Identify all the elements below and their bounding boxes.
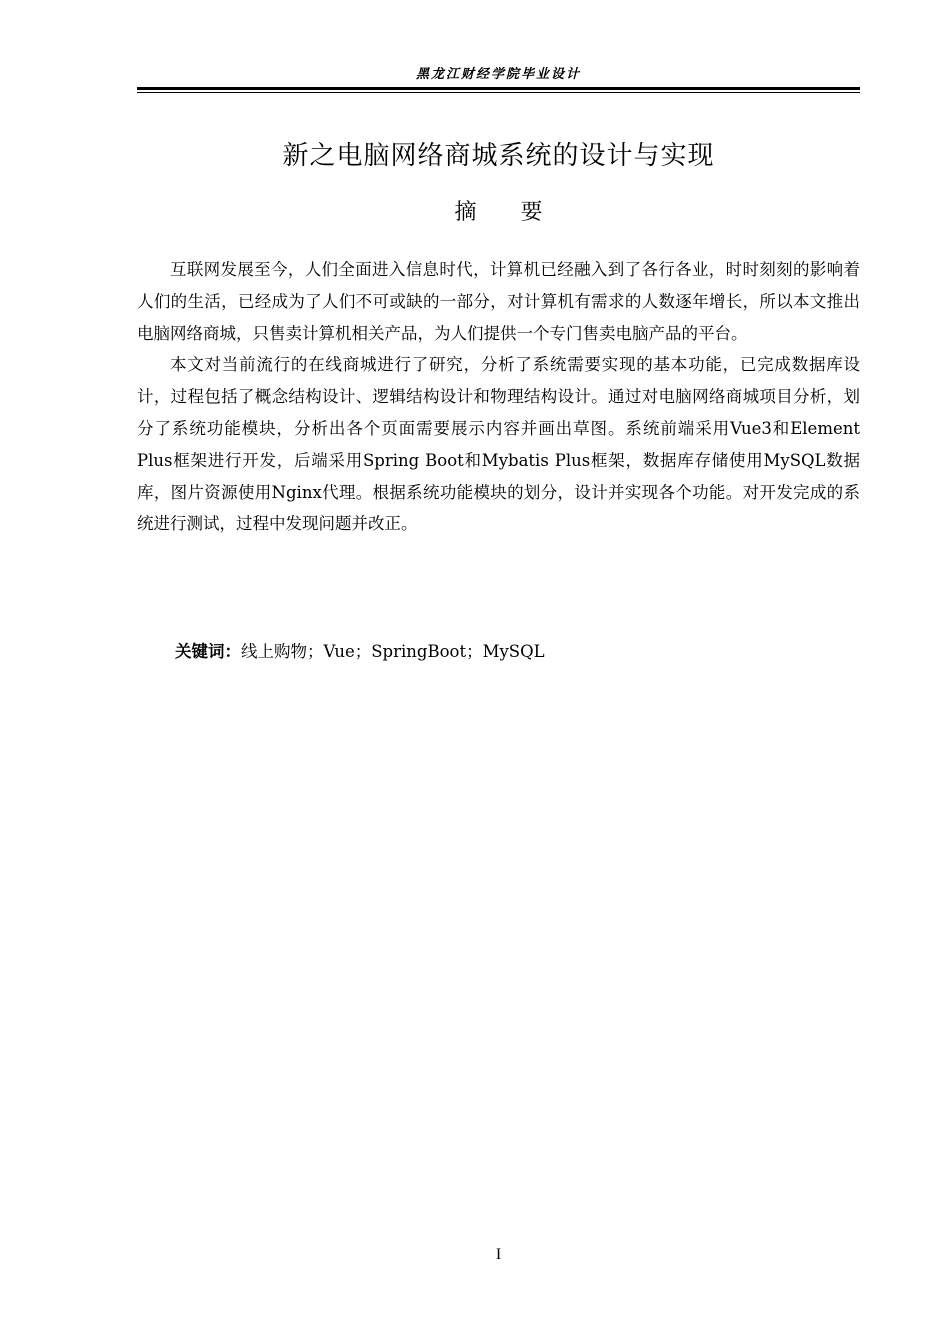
abstract-heading: 摘要 [454,200,587,225]
header-rule [137,87,860,93]
page-number: I [495,1246,502,1263]
keywords-line [175,636,545,667]
page-header: 黑龙江财经学院毕业设计 [415,67,581,82]
abstract-paragraph: 本文对当前流行的在线商城进行了研究，分析了系统需要实现的基本功能，已完成数据库设计，过程包括了概念结构设计、逻辑结构设计和物理结构设计。通过对电脑网络商城项目分析，划分了系统功能模块，分析出各个页面需要展示内容并画出草图。系统前端采用Vue3和Element Plus框架进行开发，后端采用Spring Boot和Mybatis Plus框架，数据库存储使用MySQL数据库，图片资源使用Nginx代理。根据系统功能模块的划分，设计并实现各个功能。对开发完成的系统进行测试，过程中发现问题并改正。 [137,355,860,534]
keywords-label: 关键词： [175,642,241,661]
abstract-paragraph: 互联网发展至今，人们全面进入信息时代，计算机已经融入到了各行各业，时时刻刻的影响着人们的生活，已经成为了人们不可或缺的一部分，对计算机有需求的人数逐年增长，所以本文推出电脑网络商城，只售卖计算机相关产品，为人们提供一个专门售卖电脑产品的平台。 [137,260,860,343]
abstract-body [137,254,860,540]
keywords-value: 线上购物；Vue；SpringBoot；MySQL [241,642,545,661]
document-title: 新之电脑网络商城系统的设计与实现 [282,141,715,171]
